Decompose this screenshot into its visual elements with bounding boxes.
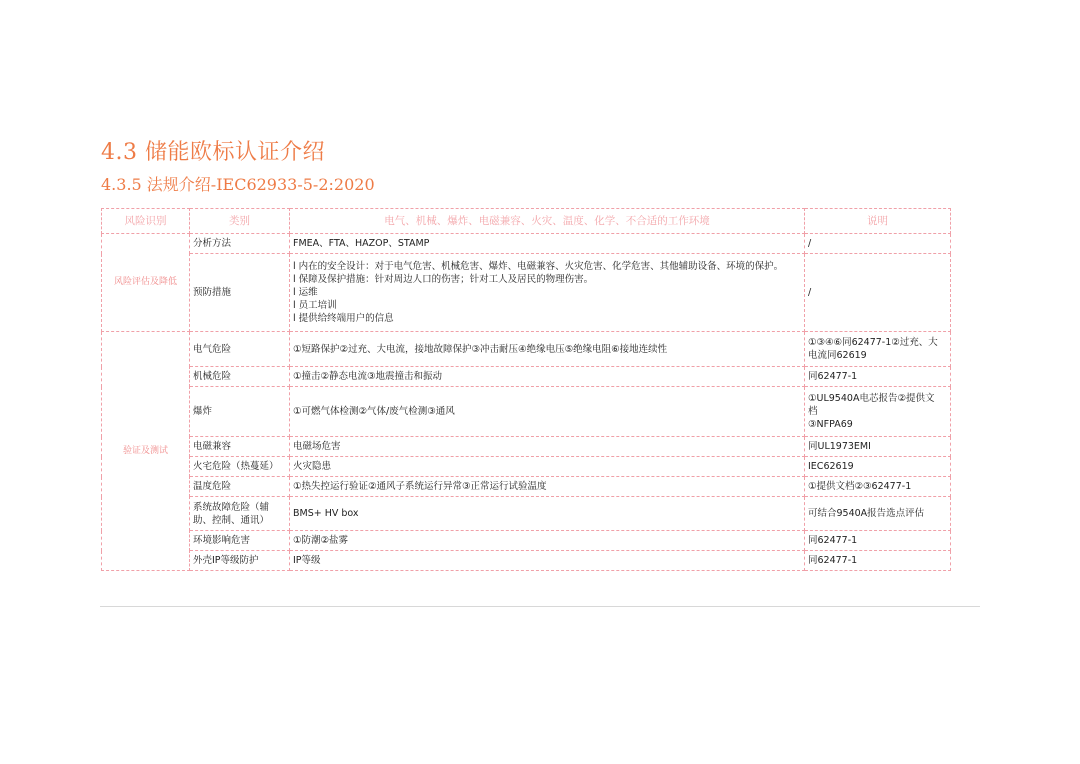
detail-cell: 火灾隐患 (290, 457, 805, 477)
category-cell: 预防措施 (190, 254, 290, 332)
risk-group-label: 风险评估及降低 (102, 234, 190, 332)
table-row (102, 551, 951, 571)
note-cell: / (805, 254, 951, 332)
header-risk-identification: 风险识别 (102, 209, 190, 234)
category-cell: 外壳IP等级防护 (190, 551, 290, 571)
category-cell: 分析方法 (190, 234, 290, 254)
note-cell: 同UL1973EMI (805, 437, 951, 457)
note-cell: IEC62619 (805, 457, 951, 477)
detail-cell: ①短路保护②过充、大电流，接地故障保护③冲击耐压④绝缘电压⑤绝缘电阻⑥接地连续性 (290, 332, 805, 367)
note-cell: ①③④⑥同62477-1②过充、大 电流同62619 (805, 332, 951, 367)
detail-cell: IP等级 (290, 551, 805, 571)
subsection-heading: 4.3.5 法规介绍-IEC62933-5-2:2020 (101, 175, 375, 194)
table-row (102, 332, 951, 367)
detail-cell: l 内在的安全设计：对于电气危害、机械危害、爆炸、电磁兼容、火灾危害、化学危害、其他辅助设备、环境的保护。 l 保障及保护措施：针对周边人口的伤害；针对工人及居民的物理伤害。 l 运维 l 员工培训 l 提供给终端用户的信息 (290, 254, 805, 332)
note-cell: / (805, 234, 951, 254)
category-cell: 系统故障危险（辅助、控制、通讯） (190, 497, 290, 531)
detail-cell: ①可燃气体检测②气体/废气检测③通风 (290, 387, 805, 437)
header-category: 类别 (190, 209, 290, 234)
category-cell: 电气危险 (190, 332, 290, 367)
table-row (102, 254, 951, 332)
table-row (102, 497, 951, 531)
note-cell: 同62477-1 (805, 531, 951, 551)
note-cell: 可结合9540A报告选点评估 (805, 497, 951, 531)
table-row (102, 477, 951, 497)
category-cell: 火宅危险（热蔓延） (190, 457, 290, 477)
detail-cell: ①热失控运行验证②通风子系统运行异常③正常运行试验温度 (290, 477, 805, 497)
table-row (102, 437, 951, 457)
detail-cell: 电磁场危害 (290, 437, 805, 457)
note-cell: 同62477-1 (805, 367, 951, 387)
table-row (102, 457, 951, 477)
section-heading: 4.3 储能欧标认证介绍 (101, 140, 325, 165)
table-header-row (102, 209, 951, 234)
note-cell: ①UL9540A电芯报告②提供文 档 ③NFPA69 (805, 387, 951, 437)
table-row (102, 234, 951, 254)
table-row (102, 387, 951, 437)
category-cell: 爆炸 (190, 387, 290, 437)
detail-cell: FMEA、FTA、HAZOP、STAMP (290, 234, 805, 254)
risk-group-label: 验证及测试 (102, 332, 190, 571)
detail-cell: ①撞击②静态电流③地震撞击和振动 (290, 367, 805, 387)
note-cell: ①提供文档②③62477-1 (805, 477, 951, 497)
table-row (102, 367, 951, 387)
table-row (102, 531, 951, 551)
footer-divider (100, 606, 980, 607)
regulation-table (101, 208, 951, 571)
category-cell: 机械危险 (190, 367, 290, 387)
category-cell: 温度危险 (190, 477, 290, 497)
category-cell: 环境影响危害 (190, 531, 290, 551)
detail-cell: ①防潮②盐雾 (290, 531, 805, 551)
header-hazard-types: 电气、机械、爆炸、电磁兼容、火灾、温度、化学、不合适的工作环境 (290, 209, 805, 234)
header-notes: 说明 (805, 209, 951, 234)
detail-cell: BMS+ HV box (290, 497, 805, 531)
category-cell: 电磁兼容 (190, 437, 290, 457)
note-cell: 同62477-1 (805, 551, 951, 571)
